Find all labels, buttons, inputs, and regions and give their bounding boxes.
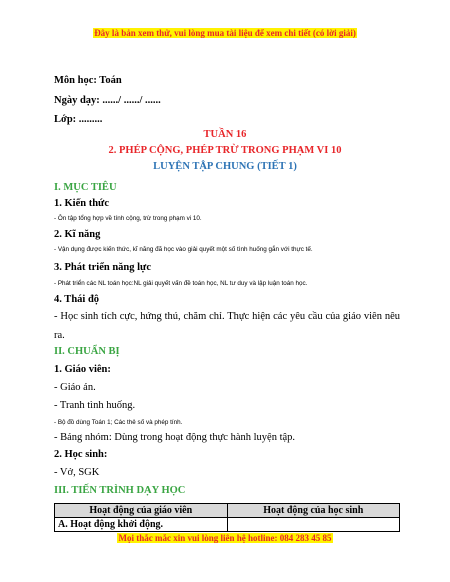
section-objectives-heading: I. MỤC TIÊU	[54, 182, 117, 193]
hotline-banner	[0, 533, 450, 543]
lesson-subtitle: LUYỆN TẬP CHUNG (TIẾT 1)	[153, 161, 297, 172]
student-heading: 2. Học sinh:	[54, 449, 108, 460]
table-header-student: Hoạt động của học sinh	[227, 504, 400, 518]
preview-banner	[0, 28, 450, 38]
teacher-item: - Bộ đồ dùng Toán 1; Các thẻ số và phép tính.	[54, 419, 183, 426]
subject-line: Môn học: Toán	[54, 75, 122, 86]
teacher-item: - Tranh tình huống.	[54, 400, 136, 411]
teacher-heading: 1. Giáo viên:	[54, 364, 111, 375]
competence-text: - Phát triển các NL toán học:NL giải quyết vấn đề toán học, NL tư duy và lập luận toán học.	[54, 280, 308, 287]
date-line: Ngày dạy: ....../ ....../ ......	[54, 95, 161, 106]
attitude-text: - Học sinh tích cực, hứng thú, chăm chỉ. Thực hiện các yêu cầu của giáo viên nêu ra.	[54, 311, 400, 341]
week-title: TUẦN 16	[203, 129, 247, 140]
lesson-title: 2. PHÉP CỘNG, PHÉP TRỪ TRONG PHẠM VI 10	[108, 145, 342, 156]
lesson-activity-table	[54, 503, 400, 532]
teacher-item: - Giáo án.	[54, 382, 96, 393]
teacher-item: - Bảng nhóm: Dùng trong hoạt động thực hành luyện tập.	[54, 432, 296, 443]
knowledge-text: - Ôn tập tổng hợp về tính cộng, trừ trong phạm vi 10.	[54, 215, 202, 222]
section-preparation-heading: II. CHUẨN BỊ	[54, 346, 120, 357]
student-item: - Vở, SGK	[54, 467, 100, 478]
grade-line: Lớp: .........	[54, 114, 103, 125]
section-process-heading: III. TIẾN TRÌNH DẠY HỌC	[54, 485, 186, 496]
knowledge-heading: 1. Kiến thức	[54, 198, 110, 209]
table-cell: A. Hoạt động khởi động.	[55, 518, 228, 532]
attitude-heading: 4. Thái độ	[54, 294, 100, 305]
hotline-banner-text: Mọi thắc mắc xin vui lòng liên hệ hotline: 084 283 45 85	[118, 533, 332, 543]
skills-text: - Vận dụng được kiến thức, kĩ năng đã học vào giải quyết một số tình huống gắn với thực tế.	[54, 246, 313, 253]
table-header-teacher: Hoạt động của giáo viên	[55, 504, 228, 518]
table-row	[55, 518, 400, 532]
table-header-row	[55, 504, 400, 518]
preview-banner-text: Đây là bản xem thử, vui lòng mua tài liệu để xem chi tiết (có lời giải)	[94, 28, 356, 38]
table-cell	[227, 518, 400, 532]
skills-heading: 2. Kĩ năng	[54, 229, 101, 240]
competence-heading: 3. Phát triển năng lực	[54, 262, 152, 273]
